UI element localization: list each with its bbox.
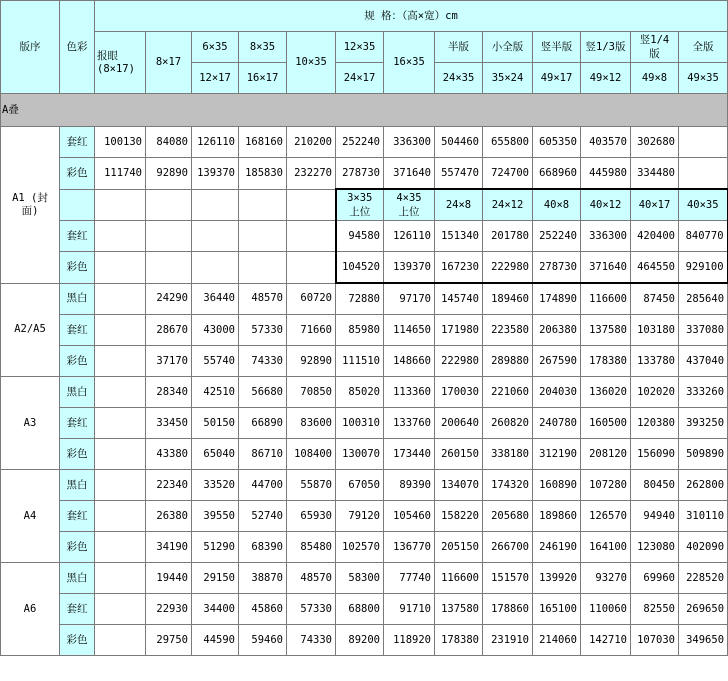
table-cell: 102020 bbox=[631, 377, 679, 408]
table-cell: 69960 bbox=[631, 563, 679, 594]
table-cell: 82550 bbox=[631, 594, 679, 625]
table-cell: 151340 bbox=[435, 221, 483, 252]
table-cell: 278730 bbox=[336, 158, 384, 190]
table-cell: 55870 bbox=[287, 470, 336, 501]
table-cell: 26380 bbox=[146, 501, 192, 532]
table-cell: 402090 bbox=[679, 532, 728, 563]
table-cell: 28340 bbox=[146, 377, 192, 408]
table-cell: 557470 bbox=[435, 158, 483, 190]
color-label: 黑白 bbox=[60, 283, 95, 315]
table-cell: 72880 bbox=[336, 283, 384, 315]
table-cell: 145740 bbox=[435, 283, 483, 315]
table-cell: 205150 bbox=[435, 532, 483, 563]
table-cell bbox=[679, 127, 728, 158]
table-cell bbox=[239, 189, 287, 221]
table-cell bbox=[95, 470, 146, 501]
table-cell: 403570 bbox=[581, 127, 631, 158]
table-cell: 89390 bbox=[384, 470, 435, 501]
table-cell: 509890 bbox=[679, 439, 728, 470]
table-cell: 59460 bbox=[239, 625, 287, 656]
table-cell: 338180 bbox=[483, 439, 533, 470]
table-cell: 133760 bbox=[384, 408, 435, 439]
table-cell: 222980 bbox=[483, 252, 533, 284]
table-cell bbox=[287, 252, 336, 284]
table-cell: 139370 bbox=[384, 252, 435, 284]
table-cell: 158220 bbox=[435, 501, 483, 532]
table-cell: 74330 bbox=[287, 625, 336, 656]
table-cell bbox=[192, 189, 239, 221]
table-cell bbox=[95, 315, 146, 346]
table-cell: 34190 bbox=[146, 532, 192, 563]
subheader-cell: 40×8 bbox=[533, 189, 581, 221]
color-label: 黑白 bbox=[60, 563, 95, 594]
banxu-a4: A4 bbox=[1, 470, 60, 563]
color-label: 套红 bbox=[60, 221, 95, 252]
table-cell: 336300 bbox=[581, 221, 631, 252]
table-cell: 83600 bbox=[287, 408, 336, 439]
subheader-cell: 40×12 bbox=[581, 189, 631, 221]
header-shuban: 竖半版 bbox=[533, 32, 581, 63]
color-label: 套红 bbox=[60, 127, 95, 158]
table-cell: 68800 bbox=[336, 594, 384, 625]
table-cell: 123080 bbox=[631, 532, 679, 563]
table-cell: 252240 bbox=[336, 127, 384, 158]
table-cell bbox=[95, 532, 146, 563]
table-cell: 130070 bbox=[336, 439, 384, 470]
table-cell bbox=[95, 189, 146, 221]
table-cell: 105460 bbox=[384, 501, 435, 532]
color-label: 彩色 bbox=[60, 252, 95, 284]
table-cell: 74330 bbox=[239, 346, 287, 377]
table-cell: 34400 bbox=[192, 594, 239, 625]
table-cell bbox=[95, 377, 146, 408]
table-cell: 668960 bbox=[533, 158, 581, 190]
table-row bbox=[1, 594, 728, 625]
subheader-cell: 24×8 bbox=[435, 189, 483, 221]
header-8x35: 8×35 bbox=[239, 32, 287, 63]
table-cell: 201780 bbox=[483, 221, 533, 252]
table-cell: 231910 bbox=[483, 625, 533, 656]
table-cell: 185830 bbox=[239, 158, 287, 190]
table-cell: 110060 bbox=[581, 594, 631, 625]
header-16x17: 16×17 bbox=[239, 63, 287, 94]
table-cell: 85020 bbox=[336, 377, 384, 408]
table-cell: 445980 bbox=[581, 158, 631, 190]
table-cell: 204030 bbox=[533, 377, 581, 408]
header-baoyan: 报眼 (8×17) bbox=[95, 32, 146, 94]
table-cell: 371640 bbox=[384, 158, 435, 190]
table-cell: 333260 bbox=[679, 377, 728, 408]
table-cell: 126110 bbox=[384, 221, 435, 252]
table-cell: 174320 bbox=[483, 470, 533, 501]
table-cell: 107030 bbox=[631, 625, 679, 656]
table-cell: 60720 bbox=[287, 283, 336, 315]
table-cell: 222980 bbox=[435, 346, 483, 377]
table-cell: 171980 bbox=[435, 315, 483, 346]
table-cell: 37170 bbox=[146, 346, 192, 377]
header-10x35: 10×35 bbox=[287, 32, 336, 94]
table-cell bbox=[239, 252, 287, 284]
table-cell: 100310 bbox=[336, 408, 384, 439]
table-cell: 170030 bbox=[435, 377, 483, 408]
table-cell: 57330 bbox=[287, 594, 336, 625]
table-cell bbox=[146, 221, 192, 252]
table-cell: 89200 bbox=[336, 625, 384, 656]
color-label-empty bbox=[60, 189, 95, 221]
table-cell: 221060 bbox=[483, 377, 533, 408]
table-cell: 55740 bbox=[192, 346, 239, 377]
table-cell: 371640 bbox=[581, 252, 631, 284]
table-cell: 94580 bbox=[336, 221, 384, 252]
table-cell: 91710 bbox=[384, 594, 435, 625]
table-cell: 136770 bbox=[384, 532, 435, 563]
table-cell: 48570 bbox=[287, 563, 336, 594]
header-shu13-size: 49×12 bbox=[581, 63, 631, 94]
table-cell: 113360 bbox=[384, 377, 435, 408]
table-cell: 504460 bbox=[435, 127, 483, 158]
header-12x35: 12×35 bbox=[336, 32, 384, 63]
color-label: 彩色 bbox=[60, 439, 95, 470]
table-cell: 142710 bbox=[581, 625, 631, 656]
table-cell: 210200 bbox=[287, 127, 336, 158]
table-cell: 167230 bbox=[435, 252, 483, 284]
table-cell: 107280 bbox=[581, 470, 631, 501]
color-label: 套红 bbox=[60, 315, 95, 346]
table-cell: 100130 bbox=[95, 127, 146, 158]
table-cell: 393250 bbox=[679, 408, 728, 439]
table-cell bbox=[95, 346, 146, 377]
table-cell bbox=[95, 252, 146, 284]
table-cell: 65930 bbox=[287, 501, 336, 532]
table-cell: 336300 bbox=[384, 127, 435, 158]
table-cell bbox=[95, 625, 146, 656]
table-cell: 260820 bbox=[483, 408, 533, 439]
table-cell bbox=[95, 221, 146, 252]
table-cell bbox=[95, 408, 146, 439]
header-xiaoquan: 小全版 bbox=[483, 32, 533, 63]
table-cell: 655800 bbox=[483, 127, 533, 158]
table-cell: 33520 bbox=[192, 470, 239, 501]
header-shu14-size: 49×8 bbox=[631, 63, 679, 94]
table-cell: 151570 bbox=[483, 563, 533, 594]
table-row bbox=[1, 439, 728, 470]
table-cell: 68390 bbox=[239, 532, 287, 563]
table-cell: 156090 bbox=[631, 439, 679, 470]
header-shu13: 竖1/3版 bbox=[581, 32, 631, 63]
table-cell: 840770 bbox=[679, 221, 728, 252]
table-cell: 114650 bbox=[384, 315, 435, 346]
header-xiaoquan-size: 35×24 bbox=[483, 63, 533, 94]
table-cell: 36440 bbox=[192, 283, 239, 315]
table-row bbox=[1, 377, 728, 408]
table-cell: 278730 bbox=[533, 252, 581, 284]
table-cell: 223580 bbox=[483, 315, 533, 346]
header-secai: 色彩 bbox=[60, 1, 95, 94]
table-row bbox=[1, 470, 728, 501]
banxu-a6: A6 bbox=[1, 563, 60, 656]
table-cell: 58300 bbox=[336, 563, 384, 594]
table-cell: 43380 bbox=[146, 439, 192, 470]
table-cell: 126110 bbox=[192, 127, 239, 158]
table-cell: 137580 bbox=[435, 594, 483, 625]
table-cell: 19440 bbox=[146, 563, 192, 594]
color-label: 黑白 bbox=[60, 470, 95, 501]
table-cell: 116600 bbox=[581, 283, 631, 315]
table-cell: 252240 bbox=[533, 221, 581, 252]
table-cell: 39550 bbox=[192, 501, 239, 532]
banxu-a3: A3 bbox=[1, 377, 60, 470]
header-quan: 全版 bbox=[679, 32, 728, 63]
table-cell: 118920 bbox=[384, 625, 435, 656]
table-cell: 66890 bbox=[239, 408, 287, 439]
table-cell: 200640 bbox=[435, 408, 483, 439]
table-row bbox=[1, 532, 728, 563]
table-cell: 266700 bbox=[483, 532, 533, 563]
table-cell: 178380 bbox=[581, 346, 631, 377]
table-cell: 44590 bbox=[192, 625, 239, 656]
header-12x17: 12×17 bbox=[192, 63, 239, 94]
table-cell: 42510 bbox=[192, 377, 239, 408]
table-cell bbox=[95, 563, 146, 594]
table-cell: 337080 bbox=[679, 315, 728, 346]
table-cell: 189860 bbox=[533, 501, 581, 532]
table-cell: 208120 bbox=[581, 439, 631, 470]
color-label: 彩色 bbox=[60, 346, 95, 377]
header-banban: 半版 bbox=[435, 32, 483, 63]
header-shuban-size: 49×17 bbox=[533, 63, 581, 94]
section-band: A叠 bbox=[1, 94, 728, 127]
table-cell: 29150 bbox=[192, 563, 239, 594]
table-cell: 86710 bbox=[239, 439, 287, 470]
subheader-cell: 3×35 上位 bbox=[336, 189, 384, 221]
subheader-cell: 40×17 bbox=[631, 189, 679, 221]
subheader-cell: 4×35 上位 bbox=[384, 189, 435, 221]
table-cell: 57330 bbox=[239, 315, 287, 346]
table-cell: 70850 bbox=[287, 377, 336, 408]
subheader-cell: 24×12 bbox=[483, 189, 533, 221]
table-cell: 29750 bbox=[146, 625, 192, 656]
table-cell: 134070 bbox=[435, 470, 483, 501]
header-16x35: 16×35 bbox=[384, 32, 435, 94]
table-cell: 120380 bbox=[631, 408, 679, 439]
table-cell: 312190 bbox=[533, 439, 581, 470]
table-cell: 240780 bbox=[533, 408, 581, 439]
table-cell: 50150 bbox=[192, 408, 239, 439]
header-24x17: 24×17 bbox=[336, 63, 384, 94]
table-cell: 111740 bbox=[95, 158, 146, 190]
table-cell: 94940 bbox=[631, 501, 679, 532]
table-cell: 267590 bbox=[533, 346, 581, 377]
table-cell: 22930 bbox=[146, 594, 192, 625]
table-cell: 79120 bbox=[336, 501, 384, 532]
table-cell: 133780 bbox=[631, 346, 679, 377]
table-cell: 97170 bbox=[384, 283, 435, 315]
table-cell: 65040 bbox=[192, 439, 239, 470]
table-cell: 420400 bbox=[631, 221, 679, 252]
table-cell: 605350 bbox=[533, 127, 581, 158]
table-cell bbox=[95, 594, 146, 625]
table-cell: 232270 bbox=[287, 158, 336, 190]
color-label: 套红 bbox=[60, 501, 95, 532]
table-cell: 228520 bbox=[679, 563, 728, 594]
table-row bbox=[1, 283, 728, 315]
table-cell: 168160 bbox=[239, 127, 287, 158]
color-label: 黑白 bbox=[60, 377, 95, 408]
table-cell: 80450 bbox=[631, 470, 679, 501]
table-cell: 246190 bbox=[533, 532, 581, 563]
table-cell: 174890 bbox=[533, 283, 581, 315]
table-cell: 45860 bbox=[239, 594, 287, 625]
table-row bbox=[1, 315, 728, 346]
table-cell: 929100 bbox=[679, 252, 728, 284]
table-cell: 148660 bbox=[384, 346, 435, 377]
banxu-a1: A1 (封 面) bbox=[1, 127, 60, 284]
table-cell: 160500 bbox=[581, 408, 631, 439]
table-cell: 334480 bbox=[631, 158, 679, 190]
table-row bbox=[1, 501, 728, 532]
table-cell bbox=[146, 252, 192, 284]
table-cell: 160890 bbox=[533, 470, 581, 501]
table-row bbox=[1, 346, 728, 377]
table-cell: 189460 bbox=[483, 283, 533, 315]
table-cell: 262800 bbox=[679, 470, 728, 501]
table-cell: 108400 bbox=[287, 439, 336, 470]
table-cell: 103180 bbox=[631, 315, 679, 346]
table-cell bbox=[239, 221, 287, 252]
table-cell: 52740 bbox=[239, 501, 287, 532]
table-cell: 43000 bbox=[192, 315, 239, 346]
table-cell bbox=[95, 283, 146, 315]
table-cell: 136020 bbox=[581, 377, 631, 408]
table-cell: 164100 bbox=[581, 532, 631, 563]
table-cell: 285640 bbox=[679, 283, 728, 315]
header-banxu: 版序 bbox=[1, 1, 60, 94]
table-cell: 178860 bbox=[483, 594, 533, 625]
header-8x17: 8×17 bbox=[146, 32, 192, 94]
table-cell: 92890 bbox=[146, 158, 192, 190]
table-cell: 38870 bbox=[239, 563, 287, 594]
table-cell: 71660 bbox=[287, 315, 336, 346]
table-cell: 137580 bbox=[581, 315, 631, 346]
table-cell: 102570 bbox=[336, 532, 384, 563]
table-cell: 44700 bbox=[239, 470, 287, 501]
subheader-cell: 40×35 bbox=[679, 189, 728, 221]
table-cell: 77740 bbox=[384, 563, 435, 594]
table-cell: 464550 bbox=[631, 252, 679, 284]
table-cell: 289880 bbox=[483, 346, 533, 377]
table-cell: 724700 bbox=[483, 158, 533, 190]
table-cell: 165100 bbox=[533, 594, 581, 625]
table-cell: 85980 bbox=[336, 315, 384, 346]
color-label: 彩色 bbox=[60, 158, 95, 190]
table-cell bbox=[95, 439, 146, 470]
table-cell: 139370 bbox=[192, 158, 239, 190]
table-cell bbox=[679, 158, 728, 190]
table-cell bbox=[287, 189, 336, 221]
header-quan-size: 49×35 bbox=[679, 63, 728, 94]
table-cell: 111510 bbox=[336, 346, 384, 377]
table-cell: 206380 bbox=[533, 315, 581, 346]
table-cell: 178380 bbox=[435, 625, 483, 656]
table-cell: 437040 bbox=[679, 346, 728, 377]
table-cell: 139920 bbox=[533, 563, 581, 594]
table-row bbox=[1, 563, 728, 594]
table-cell bbox=[192, 252, 239, 284]
table-cell: 48570 bbox=[239, 283, 287, 315]
color-label: 彩色 bbox=[60, 625, 95, 656]
table-cell bbox=[287, 221, 336, 252]
table-row bbox=[1, 408, 728, 439]
table-cell: 84080 bbox=[146, 127, 192, 158]
table-cell: 349650 bbox=[679, 625, 728, 656]
table-cell: 92890 bbox=[287, 346, 336, 377]
table-cell: 269650 bbox=[679, 594, 728, 625]
table-cell: 205680 bbox=[483, 501, 533, 532]
table-cell bbox=[146, 189, 192, 221]
table-cell: 302680 bbox=[631, 127, 679, 158]
table-cell: 87450 bbox=[631, 283, 679, 315]
table-cell: 56680 bbox=[239, 377, 287, 408]
table-cell: 116600 bbox=[435, 563, 483, 594]
table-cell: 126570 bbox=[581, 501, 631, 532]
table-cell: 173440 bbox=[384, 439, 435, 470]
header-shu14: 竖1/4 版 bbox=[631, 32, 679, 63]
table-cell: 310110 bbox=[679, 501, 728, 532]
header-banban-size: 24×35 bbox=[435, 63, 483, 94]
table-cell: 24290 bbox=[146, 283, 192, 315]
table-cell: 22340 bbox=[146, 470, 192, 501]
banxu-a2-a5: A2/A5 bbox=[1, 283, 60, 377]
color-label: 套红 bbox=[60, 408, 95, 439]
table-cell: 93270 bbox=[581, 563, 631, 594]
table-cell: 104520 bbox=[336, 252, 384, 284]
table-cell: 33450 bbox=[146, 408, 192, 439]
table-cell bbox=[192, 221, 239, 252]
table-cell: 28670 bbox=[146, 315, 192, 346]
color-label: 彩色 bbox=[60, 532, 95, 563]
table-row bbox=[1, 625, 728, 656]
table-cell: 67050 bbox=[336, 470, 384, 501]
table-cell: 85480 bbox=[287, 532, 336, 563]
header-spec-title: 规 格：（高×宽）cm bbox=[95, 1, 728, 32]
color-label: 套红 bbox=[60, 594, 95, 625]
table-cell: 260150 bbox=[435, 439, 483, 470]
table-cell: 214060 bbox=[533, 625, 581, 656]
header-6x35: 6×35 bbox=[192, 32, 239, 63]
table-cell: 51290 bbox=[192, 532, 239, 563]
table-cell bbox=[95, 501, 146, 532]
